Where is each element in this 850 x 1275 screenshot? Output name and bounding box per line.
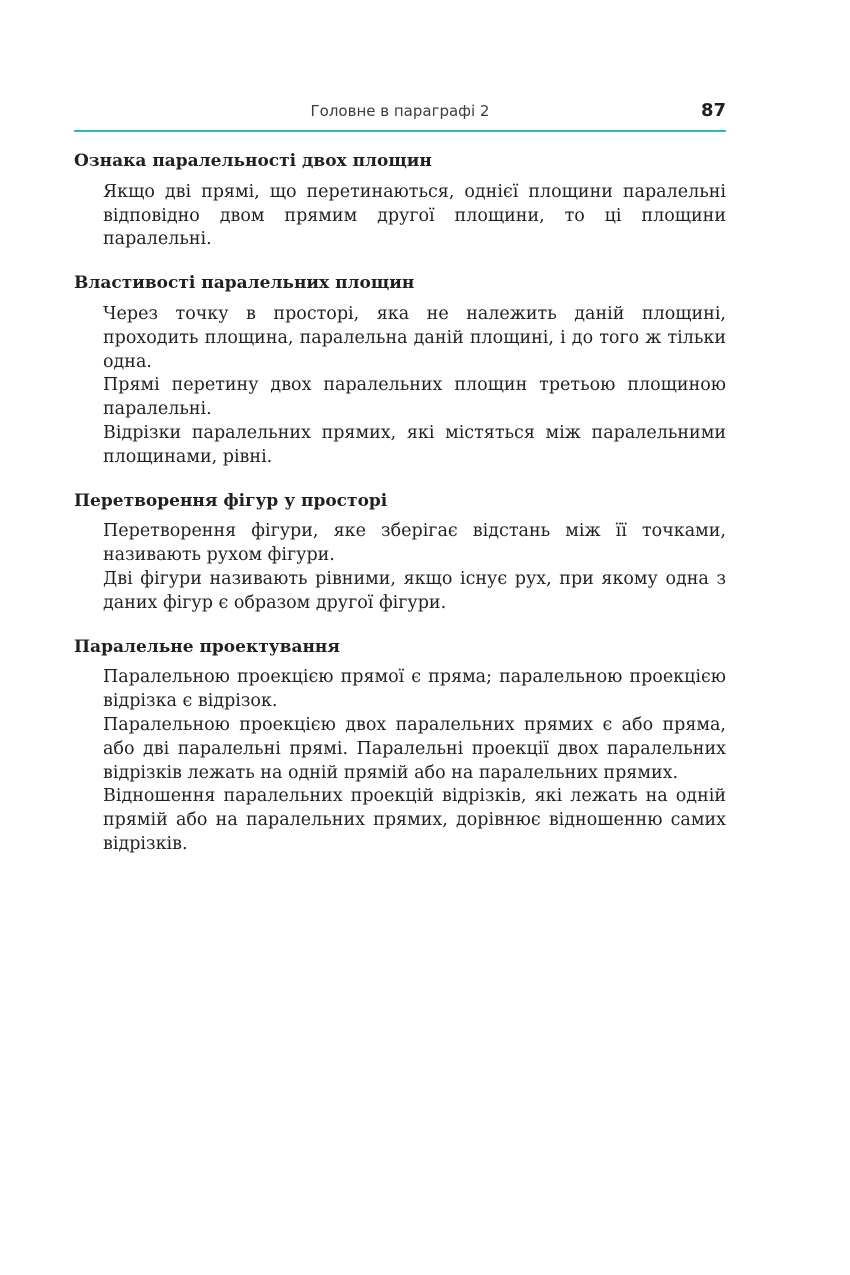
running-title: Головне в параграфі 2 [310, 102, 490, 120]
paragraph: Дві фігури називають рівними, якщо існує рух, при якому одна з даних фігур є образом другої фігури. [103, 568, 726, 613]
paragraph: Паралельною проекцією двох паралельних прямих є або пряма, або дві паралельні прямі. Паралельні проекції двох паралельних відрізків лежать на одній прямій або на паралельних прямих. [103, 714, 726, 783]
paragraph: Відрізки паралельних прямих, які містяться між паралельними площинами, рівні. [103, 422, 726, 467]
paragraph: Якщо дві прямі, що перетинаються, однієї площини паралельні відповідно двом прямим другої площини, то ці площини паралельні. [103, 181, 726, 250]
section-space-transformations [74, 490, 726, 616]
section-heading: Властивості паралельних площин [74, 273, 415, 294]
section-parallel-planes-criterion [74, 150, 726, 252]
paragraph: Через точку в просторі, яка не належить даній площині, проходить площина, паралельна даній площині, і до того ж тільки одна. [103, 303, 726, 372]
section-heading: Ознака паралельності двох площин [74, 151, 432, 171]
section-parallel-planes-properties [74, 272, 726, 469]
paragraph: Перетворення фігури, яке зберігає відстань між її точками, називають рухом фігури. [103, 521, 726, 566]
section-heading: Паралельне проектування [74, 636, 340, 657]
page-content [74, 150, 726, 877]
paragraph: Відношення паралельних проекцій відрізків, які лежать на одній прямій або на паралельних прямих, дорівнює відношенню самих відрізків. [103, 786, 726, 854]
section-parallel-projection [74, 636, 726, 857]
page-number: 87 [700, 100, 726, 121]
page-header [74, 98, 726, 132]
paragraph: Паралельною проекцією прямої є пряма; паралельною проекцією відрізка є відрізок. [103, 667, 726, 712]
section-heading: Перетворення фігур у просторі [74, 490, 388, 511]
paragraph: Прямі перетину двох паралельних площин третьою площиною паралельні. [103, 375, 726, 420]
